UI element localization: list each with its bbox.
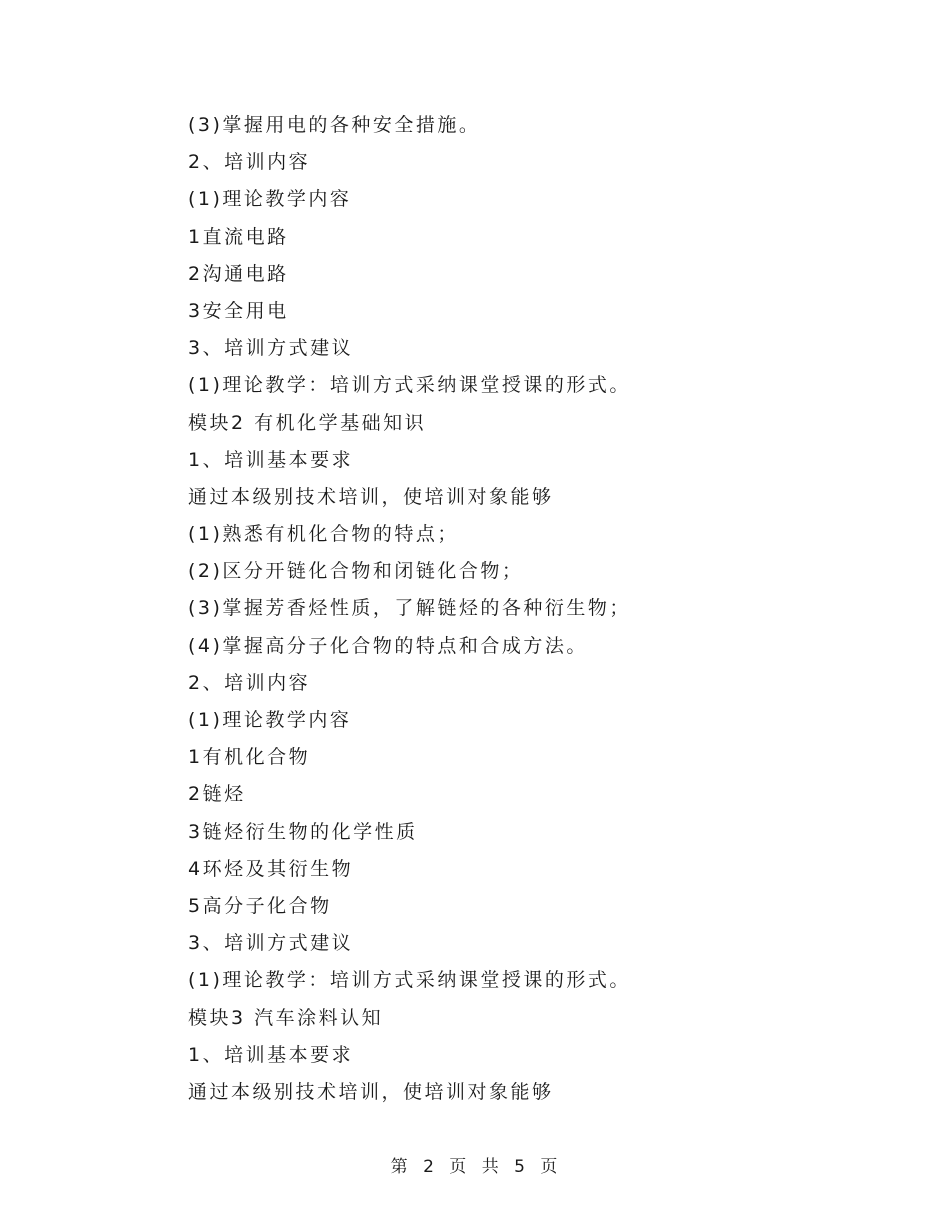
text-line: (1)理论教学：培训方式采纳课堂授课的形式。 [188,969,631,992]
text-line: (1)理论教学：培训方式采纳课堂授课的形式。 [188,374,631,397]
text-line: (1)理论教学内容 [188,709,352,731]
list-item: 4环烃及其衍生物 [188,857,354,880]
list-item: 2沟通电路 [188,262,289,285]
list-item: 3安全用电 [188,299,289,322]
section-heading: 1、培训基本要求 [188,1043,354,1066]
section-heading: 1、培训基本要求 [188,448,354,471]
page-number-footer: 第 2 页 共 5 页 [390,1157,560,1177]
module-heading: 模块3 汽车涂料认知 [188,1006,384,1029]
document-body [188,107,888,1111]
module-heading: 模块2 有机化学基础知识 [188,411,427,434]
section-heading: 2、培训内容 [188,671,311,694]
list-item: 3链烃衍生物的化学性质 [188,820,418,843]
section-heading: 2、培训内容 [188,151,311,174]
text-line: (4)掌握高分子化合物的特点和合成方法。 [188,634,588,657]
list-item: 1直流电路 [188,225,289,248]
text-line: (1)熟悉有机化合物的特点； [188,523,459,546]
text-line: (3)掌握用电的各种安全措施。 [188,114,481,136]
text-line: (1)理论教学内容 [188,188,352,211]
list-item: 2链烃 [188,783,246,806]
text-line: 通过本级别技术培训，使培训对象能够 [188,1080,554,1103]
section-heading: 3、培训方式建议 [188,932,354,955]
text-line: (2)区分开链化合物和闭链化合物； [188,560,524,583]
section-heading: 3、培训方式建议 [188,337,354,360]
list-item: 5高分子化合物 [188,894,332,917]
list-item: 1有机化合物 [188,746,311,769]
text-line: (3)掌握芳香烃性质，了解链烃的各种衍生物； [188,597,631,620]
text-line: 通过本级别技术培训，使培训对象能够 [188,485,554,508]
